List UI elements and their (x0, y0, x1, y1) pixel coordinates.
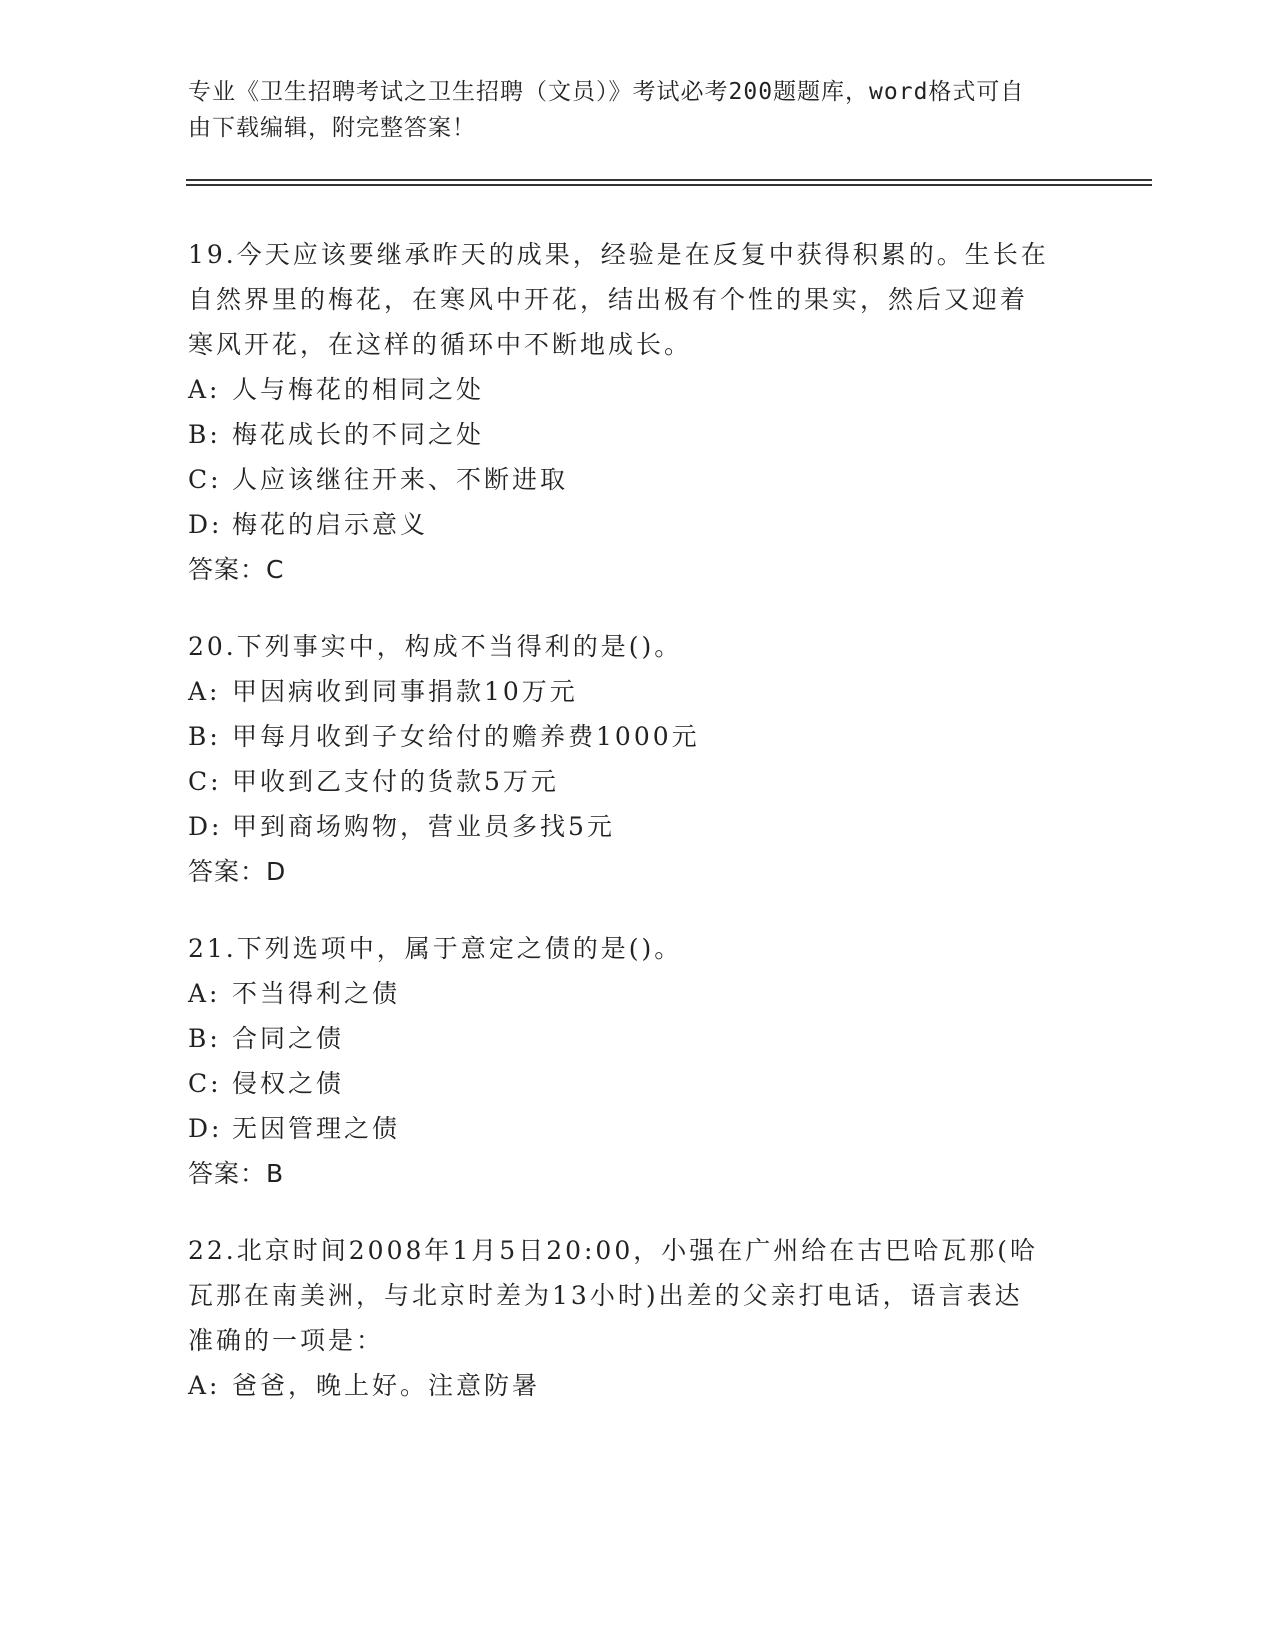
question-text-line: 瓦那在南美洲，与北京时差为13小时)出差的父亲打电话，语言表达 (188, 1281, 1023, 1310)
question-text-line: 22.北京时间2008年1月5日20:00，小强在广州给在古巴哈瓦那(哈 (188, 1236, 1038, 1265)
option-text: 甲每月收到子女给付的赡养费1000元 (232, 722, 700, 751)
option-text: 不当得利之债 (232, 979, 401, 1008)
option-b (188, 714, 1078, 759)
document-header (188, 74, 1068, 146)
option-a (188, 1363, 1078, 1408)
option-key: A: (188, 979, 221, 1008)
option-key: D: (188, 1114, 223, 1143)
header-divider-bottom (186, 184, 1152, 186)
option-text: 爸爸，晚上好。注意防暑 (232, 1371, 541, 1400)
option-b (188, 412, 1078, 457)
option-c (188, 457, 1078, 502)
header-divider-top (186, 179, 1152, 181)
option-key: B: (188, 1024, 221, 1053)
question-text-line: 寒风开花，在这样的循环中不断地成长。 (188, 330, 693, 359)
option-text: 甲收到乙支付的货款5万元 (232, 767, 559, 796)
answer-label: 答案：C (188, 555, 285, 584)
answer-label: 答案：D (188, 857, 287, 886)
option-text: 合同之债 (232, 1024, 345, 1053)
option-key: C: (188, 465, 222, 494)
option-c (188, 759, 1078, 804)
option-c (188, 1061, 1078, 1106)
question-20 (188, 624, 1078, 894)
question-22 (188, 1228, 1078, 1408)
header-line-2: 由下载编辑，附完整答案！ (188, 115, 476, 141)
option-d (188, 502, 1078, 547)
option-key: A: (188, 1371, 221, 1400)
option-key: A: (188, 375, 221, 404)
question-list (188, 232, 1078, 1440)
option-d (188, 804, 1078, 849)
option-text: 梅花成长的不同之处 (232, 420, 485, 449)
option-a (188, 669, 1078, 714)
option-key: C: (188, 1069, 222, 1098)
option-text: 侵权之债 (232, 1069, 345, 1098)
option-key: C: (188, 767, 222, 796)
question-text-line: 准确的一项是： (188, 1326, 385, 1355)
option-text: 甲到商场购物，营业员多找5元 (232, 812, 615, 841)
option-key: D: (188, 812, 223, 841)
option-text: 人与梅花的相同之处 (232, 375, 485, 404)
question-text-line: 19.今天应该要继承昨天的成果，经验是在反复中获得积累的。生长在 (188, 240, 1049, 269)
question-text-line: 20.下列事实中，构成不当得利的是()。 (188, 632, 683, 661)
option-b (188, 1016, 1078, 1061)
header-line-1: 专业《卫生招聘考试之卫生招聘（文员）》考试必考200题题库，word格式可自 (188, 79, 1025, 105)
option-key: B: (188, 420, 221, 449)
option-text: 梅花的启示意义 (232, 510, 429, 539)
question-text-line: 自然界里的梅花，在寒风中开花，结出极有个性的果实，然后又迎着 (188, 285, 1029, 314)
question-21 (188, 926, 1078, 1196)
question-text-line: 21.下列选项中，属于意定之债的是()。 (188, 934, 683, 963)
option-key: B: (188, 722, 221, 751)
option-d (188, 1106, 1078, 1151)
option-key: A: (188, 677, 221, 706)
option-a (188, 971, 1078, 1016)
option-text: 人应该继往开来、不断进取 (232, 465, 569, 494)
option-key: D: (188, 510, 223, 539)
answer-label: 答案：B (188, 1159, 285, 1188)
option-text: 甲因病收到同事捐款10万元 (232, 677, 578, 706)
option-text: 无因管理之债 (232, 1114, 401, 1143)
option-a (188, 367, 1078, 412)
question-19 (188, 232, 1078, 592)
